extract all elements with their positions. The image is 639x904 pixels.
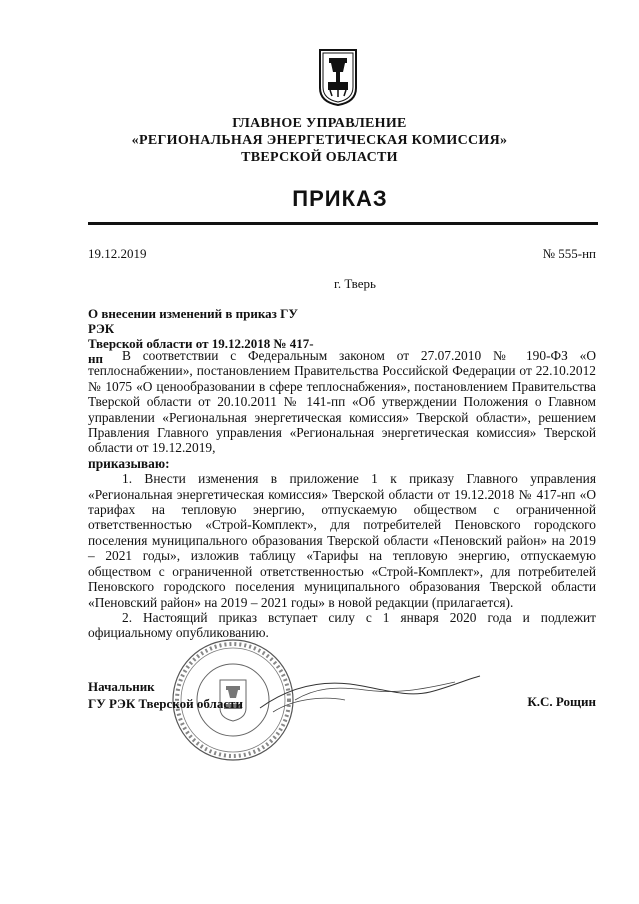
subject-line: Тверской области от 19.12.2018 № 417-нп bbox=[88, 336, 314, 366]
coat-of-arms-icon bbox=[318, 48, 358, 106]
signature-icon bbox=[255, 660, 485, 720]
signatory-position: Начальник bbox=[88, 679, 155, 694]
document-title: ПРИКАЗ bbox=[292, 186, 388, 211]
subject-line: О внесении изменений в приказ ГУ РЭК bbox=[88, 306, 298, 336]
signatory-name: К.С. Рощин bbox=[527, 694, 596, 709]
signatory-organization: ГУ РЭК Тверской области bbox=[88, 696, 243, 711]
order-item-1: 1. Внести изменения в приложение 1 к приказу Главного управления «Региональная энергетическая комиссия» Тверской области от 19.12.2018 № 417-нп «О тарифах на тепловую энергию, отпускаемую обществом с ограниченной ответственностью «Строй-Комплект», для потребителей Пеновского городского поселения муниципального образования Тверской области «Пеновский район» на 2019 – 2021 годы», изложив таблицу «Тарифы на тепловую энергию, отпускаемую обществом с ограниченной ответственностью «Строй-Комплект», для потребителей Пеновского городского поселения муниципального образования Тверской области «Пеновский район» на 2019 – 2021 годы» в новой редакции (прилагается). bbox=[88, 471, 596, 610]
header-line: ГЛАВНОЕ УПРАВЛЕНИЕ bbox=[232, 116, 407, 131]
document-number: № 555-нп bbox=[542, 246, 596, 261]
order-item-2: 2. Настоящий приказ вступает силу с 1 января 2020 года и подлежит официальному опубликованию. bbox=[88, 609, 596, 641]
header-divider bbox=[88, 222, 598, 225]
header-line: ТВЕРСКОЙ ОБЛАСТИ bbox=[241, 150, 398, 165]
document-city: г. Тверь bbox=[334, 276, 376, 291]
issuer-header bbox=[0, 115, 639, 166]
signatory-title bbox=[88, 678, 243, 712]
document-body bbox=[88, 348, 596, 641]
preamble-paragraph: В соответствии с Федеральным законом от 27.07.2010 № 190-ФЗ «О теплоснабжении», постановлением Правительства Российской Федерации от 22.10.2012 № 1075 «О ценообразовании в сфере теплоснабжения», постановлением Правительства Тверской области от 20.10.2011 № 141-пп «Об утверждении Положения о Главном управлении «Региональная энергетическая комиссия» Тверской области», решением Правления Главного управления «Региональная энергетическая комиссия» Тверской области от 19.12.2019, bbox=[88, 348, 596, 456]
document-date: 19.12.2019 bbox=[88, 246, 147, 261]
order-word: приказываю: bbox=[88, 455, 170, 471]
header-line: «РЕГИОНАЛЬНАЯ ЭНЕРГЕТИЧЕСКАЯ КОМИССИЯ» bbox=[131, 133, 508, 148]
